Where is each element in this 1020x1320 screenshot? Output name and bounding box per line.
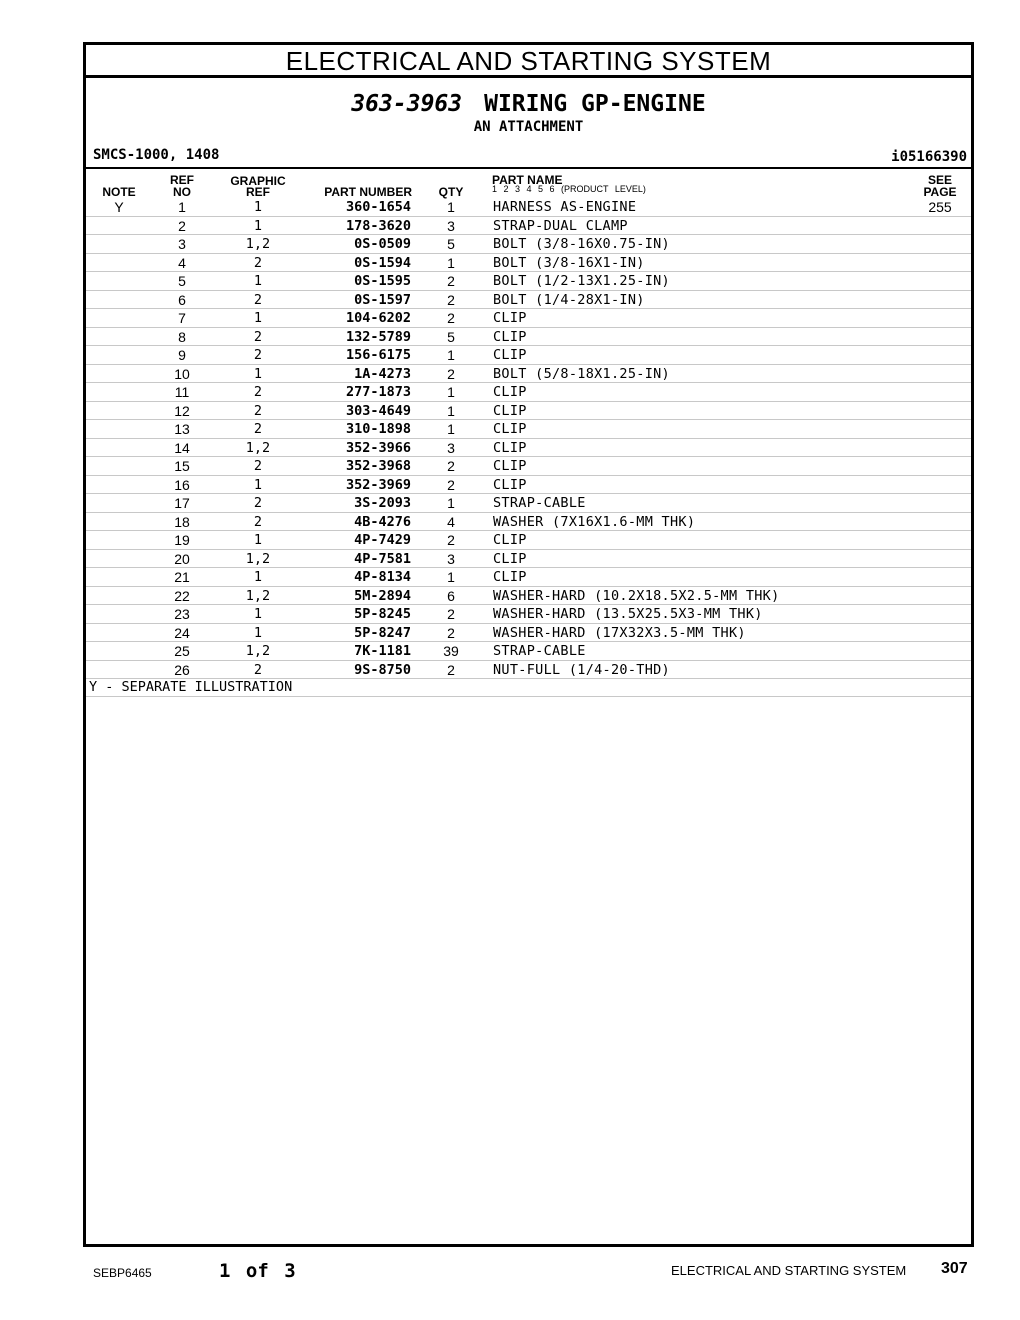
row-part-name: BOLT (5/8-18X1.25-IN): [493, 365, 670, 382]
row-ref-no: 1: [178, 199, 186, 215]
table-row: [86, 365, 971, 384]
row-part-name: CLIP: [493, 458, 527, 474]
row-part-number: 352-3966: [345, 439, 411, 456]
row-ref-no: 8: [178, 328, 186, 345]
table-row: [86, 476, 971, 495]
row-part-number: 4P-7581: [354, 550, 411, 567]
table-row: [86, 494, 971, 513]
row-graphic-ref: 1,2: [245, 236, 271, 252]
row-part-number: 0S-0509: [354, 236, 411, 252]
row-qty: 2: [447, 606, 455, 622]
footer-page-number: 307: [941, 1260, 968, 1277]
row-ref-no: 25: [174, 643, 190, 659]
row-qty: 1: [447, 402, 455, 419]
row-part-name: CLIP: [493, 328, 527, 345]
row-graphic-ref: 1: [253, 199, 263, 215]
row-qty: 2: [447, 458, 455, 474]
parts-table: [86, 198, 971, 697]
row-qty: 2: [447, 291, 455, 308]
table-row: [86, 513, 971, 532]
table-row: [86, 550, 971, 569]
row-part-number: 0S-1594: [354, 254, 411, 271]
row-ref-no: 22: [174, 587, 190, 604]
col-header-see-bottom: PAGE: [923, 185, 957, 199]
row-part-number: 132-5789: [345, 328, 411, 345]
row-part-number: 360-1654: [345, 199, 411, 215]
row-part-name: CLIP: [493, 421, 527, 437]
row-part-name: WASHER-HARD (17X32X3.5-MM THK): [493, 624, 746, 641]
row-qty: 2: [447, 661, 455, 678]
row-graphic-ref: 1,2: [245, 587, 271, 604]
col-header-part-number: PART NUMBER: [324, 185, 412, 199]
row-graphic-ref: 2: [253, 402, 263, 419]
row-ref-no: 18: [174, 513, 190, 530]
row-part-name: CLIP: [493, 550, 527, 567]
table-row: [86, 217, 971, 236]
row-ref-no: 15: [174, 458, 190, 474]
row-part-name: STRAP-CABLE: [493, 495, 586, 511]
row-part-name: CLIP: [493, 569, 527, 585]
row-qty: 4: [447, 513, 455, 530]
row-qty: 1: [447, 495, 455, 511]
row-qty: 3: [447, 217, 455, 234]
row-part-number: 5M-2894: [354, 587, 411, 604]
row-part-number: 1A-4273: [354, 365, 411, 382]
table-row: [86, 624, 971, 643]
col-header-part-name: PART NAME: [492, 173, 563, 187]
row-graphic-ref: 2: [253, 458, 263, 474]
row-ref-no: 24: [174, 624, 190, 641]
row-part-number: 178-3620: [345, 217, 411, 234]
row-ref-no: 13: [174, 421, 190, 437]
row-graphic-ref: 2: [253, 254, 263, 271]
row-part-name: CLIP: [493, 384, 527, 400]
col-header-see-top: SEE: [927, 173, 952, 187]
row-part-name: STRAP-CABLE: [493, 643, 586, 659]
row-ref-no: 23: [174, 606, 190, 622]
col-header-note: NOTE: [102, 185, 136, 199]
group-part-number: 363-3963: [351, 91, 463, 117]
row-note: Y: [114, 199, 124, 215]
row-part-name: CLIP: [493, 402, 527, 419]
group-name: WIRING GP-ENGINE: [484, 91, 706, 117]
table-row: [86, 642, 971, 661]
row-part-name: CLIP: [493, 310, 527, 326]
row-part-name: STRAP-DUAL CLAMP: [493, 217, 628, 234]
row-graphic-ref: 1: [253, 310, 263, 326]
section-title: ELECTRICAL AND STARTING SYSTEM: [86, 45, 971, 78]
row-part-number: 3S-2093: [354, 495, 411, 511]
row-qty: 5: [447, 236, 455, 252]
row-qty: 1: [447, 384, 455, 400]
footer-page-of: 1 of 3: [219, 1260, 296, 1282]
header-rule: [86, 167, 971, 169]
table-row: [86, 439, 971, 458]
footer-doc-id: SEBP6465: [93, 1266, 152, 1280]
row-ref-no: 7: [178, 310, 186, 326]
row-graphic-ref: 2: [253, 347, 263, 363]
col-header-graphic-bottom: REF: [246, 185, 270, 199]
row-part-number: 5P-8247: [354, 624, 411, 641]
table-row: [86, 531, 971, 550]
table-row: [86, 272, 971, 291]
row-ref-no: 11: [174, 384, 190, 400]
table-row: [86, 420, 971, 439]
table-row: [86, 661, 971, 680]
row-qty: 6: [447, 587, 455, 604]
row-ref-no: 21: [174, 569, 190, 585]
col-header-ref-top: REF: [170, 173, 194, 187]
row-graphic-ref: 2: [253, 384, 263, 400]
row-qty: 2: [447, 476, 455, 493]
row-ref-no: 2: [178, 217, 186, 234]
row-qty: 1: [447, 569, 455, 585]
row-qty: 2: [447, 532, 455, 548]
row-ref-no: 10: [174, 365, 190, 382]
row-qty: 2: [447, 310, 455, 326]
row-part-name: CLIP: [493, 439, 527, 456]
table-row: [86, 309, 971, 328]
row-ref-no: 5: [178, 273, 186, 289]
row-graphic-ref: 1: [253, 624, 263, 641]
row-part-number: 352-3969: [345, 476, 411, 493]
product-levels: 1 2 3 4 5 6 (PRODUCT LEVEL): [492, 184, 646, 194]
table-row: [86, 346, 971, 365]
table-row: [86, 254, 971, 273]
row-graphic-ref: 1,2: [245, 643, 271, 659]
row-part-number: 5P-8245: [354, 606, 411, 622]
table-row: [86, 587, 971, 606]
row-part-name: BOLT (3/8-16X0.75-IN): [493, 236, 670, 252]
row-part-number: 4P-8134: [354, 569, 411, 585]
row-part-number: 7K-1181: [354, 643, 411, 659]
row-graphic-ref: 1: [253, 606, 263, 622]
row-graphic-ref: 1: [253, 273, 263, 289]
col-header-graphic-top: GRAPHIC: [230, 174, 286, 188]
row-part-number: 9S-8750: [354, 661, 411, 678]
row-see-page: 255: [928, 199, 952, 215]
row-ref-no: 16: [174, 476, 190, 493]
row-graphic-ref: 1,2: [245, 550, 271, 567]
illustration-id: i05166390: [891, 149, 967, 165]
footnote: Y - SEPARATE ILLUSTRATION: [86, 679, 971, 697]
row-ref-no: 17: [174, 495, 190, 511]
table-row: [86, 328, 971, 347]
row-part-name: WASHER-HARD (10.2X18.5X2.5-MM THK): [493, 587, 780, 604]
row-graphic-ref: 1: [253, 217, 263, 234]
row-graphic-ref: 1: [253, 569, 263, 585]
row-qty: 2: [447, 365, 455, 382]
row-graphic-ref: 2: [253, 328, 263, 345]
row-part-name: HARNESS AS-ENGINE: [493, 199, 637, 215]
row-ref-no: 26: [174, 661, 190, 678]
row-part-number: 277-1873: [345, 384, 411, 400]
row-part-number: 104-6202: [345, 310, 411, 326]
row-ref-no: 19: [174, 532, 190, 548]
row-part-name: WASHER (7X16X1.6-MM THK): [493, 513, 696, 530]
row-graphic-ref: 2: [253, 291, 263, 308]
row-ref-no: 12: [174, 402, 190, 419]
table-row: [86, 402, 971, 421]
row-ref-no: 4: [178, 254, 186, 271]
row-graphic-ref: 1,2: [245, 439, 271, 456]
smcs-code: SMCS-1000, 1408: [93, 147, 220, 163]
row-part-name: BOLT (3/8-16X1-IN): [493, 254, 645, 271]
footer-section: ELECTRICAL AND STARTING SYSTEM: [671, 1263, 907, 1278]
row-ref-no: 3: [178, 236, 186, 252]
row-graphic-ref: 1: [253, 365, 263, 382]
row-part-name: NUT-FULL (1/4-20-THD): [493, 661, 670, 678]
table-row: [86, 457, 971, 476]
group-subtitle: AN ATTACHMENT: [473, 119, 584, 135]
row-ref-no: 6: [178, 291, 186, 308]
row-graphic-ref: 1: [253, 532, 263, 548]
table-row: [86, 235, 971, 254]
col-header-ref-bottom: NO: [173, 185, 191, 199]
group-heading: [86, 91, 971, 117]
row-part-number: 0S-1595: [354, 273, 411, 289]
row-qty: 39: [443, 643, 459, 659]
row-part-name: WASHER-HARD (13.5X25.5X3-MM THK): [493, 606, 763, 622]
table-row: [86, 198, 971, 217]
row-graphic-ref: 1: [253, 476, 263, 493]
row-graphic-ref: 2: [253, 661, 263, 678]
row-graphic-ref: 2: [253, 421, 263, 437]
row-ref-no: 20: [174, 550, 190, 567]
row-qty: 1: [447, 254, 455, 271]
row-ref-no: 9: [178, 347, 186, 363]
row-qty: 3: [447, 550, 455, 567]
row-graphic-ref: 2: [253, 495, 263, 511]
row-qty: 2: [447, 273, 455, 289]
row-ref-no: 14: [174, 439, 190, 456]
table-row: [86, 605, 971, 624]
table-row: [86, 291, 971, 310]
table-row: [86, 568, 971, 587]
row-part-number: 303-4649: [345, 402, 411, 419]
row-part-number: 0S-1597: [354, 291, 411, 308]
row-part-name: BOLT (1/4-28X1-IN): [493, 291, 645, 308]
row-qty: 1: [447, 421, 455, 437]
row-part-number: 310-1898: [345, 421, 411, 437]
row-qty: 1: [447, 347, 455, 363]
row-part-number: 352-3968: [345, 458, 411, 474]
row-graphic-ref: 2: [253, 513, 263, 530]
table-row: [86, 383, 971, 402]
row-qty: 3: [447, 439, 455, 456]
row-part-name: CLIP: [493, 532, 527, 548]
row-part-name: CLIP: [493, 347, 527, 363]
row-part-number: 4B-4276: [354, 513, 411, 530]
row-part-number: 156-6175: [345, 347, 411, 363]
col-header-qty: QTY: [438, 185, 464, 199]
row-qty: 5: [447, 328, 455, 345]
row-qty: 1: [447, 199, 455, 215]
row-part-name: CLIP: [493, 476, 527, 493]
row-qty: 2: [447, 624, 455, 641]
row-part-name: BOLT (1/2-13X1.25-IN): [493, 273, 670, 289]
page-frame: [83, 42, 974, 1247]
row-part-number: 4P-7429: [354, 532, 411, 548]
